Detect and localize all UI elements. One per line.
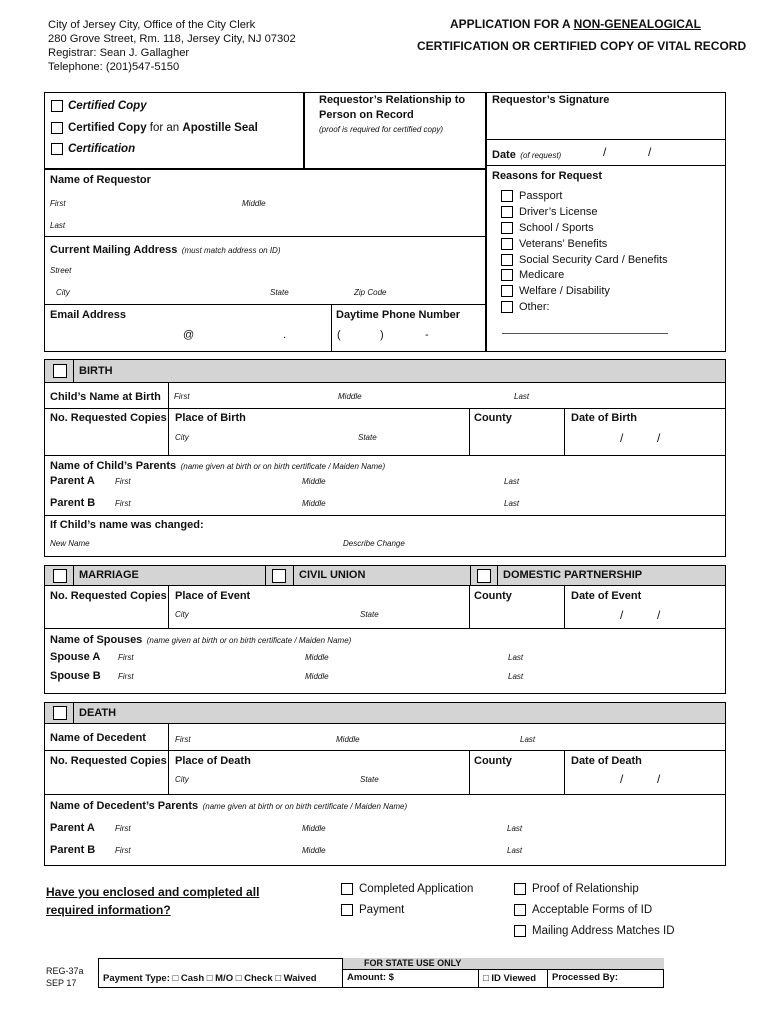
child-name-label: Child’s Name at Birth <box>50 391 161 403</box>
death-city[interactable]: City <box>175 775 189 784</box>
checklist-checkbox[interactable] <box>514 925 526 937</box>
mailing-address-label <box>50 241 281 257</box>
divider <box>564 750 565 794</box>
certified-copy-checkbox[interactable] <box>51 100 63 112</box>
domestic-partnership-title: DOMESTIC PARTNERSHIP <box>503 569 643 581</box>
form-title-line1 <box>450 18 701 30</box>
spouse-a-label: Spouse A <box>50 651 101 663</box>
reasons-title: Reasons for Request <box>492 170 603 182</box>
city-field[interactable]: City <box>56 288 70 297</box>
parent-a-label: Parent A <box>50 475 95 487</box>
divider <box>73 565 74 586</box>
child-middle[interactable]: Middle <box>338 392 362 401</box>
email-dot: . <box>283 329 287 341</box>
child-parents-title: Name of Child’s Parents <box>50 460 177 472</box>
death-parent-b-last[interactable]: Last <box>507 846 523 855</box>
checklist-item-label: Completed Application <box>359 883 474 895</box>
form-title-line2: CERTIFICATION OR CERTIFIED COPY OF VITAL RECORD <box>417 39 747 53</box>
checklist-item-label: Acceptable Forms of ID <box>532 904 653 916</box>
date-of-request <box>492 146 561 162</box>
birth-date-slash: / <box>657 431 661 445</box>
payment-type-text: Payment Type: □ Cash □ M/O □ Check □ Waived <box>103 973 317 984</box>
reason-label: Welfare / Disability <box>519 285 610 297</box>
death-county-label[interactable]: County <box>474 755 512 767</box>
divider <box>44 236 486 237</box>
state-field[interactable]: State <box>270 288 289 297</box>
spouse-b-last[interactable]: Last <box>508 672 524 681</box>
email-label: Email Address <box>50 309 127 321</box>
decedent-last[interactable]: Last <box>520 735 536 744</box>
divider <box>331 304 332 352</box>
divider <box>168 383 169 455</box>
office-address: 280 Grove Street, Rm. 118, Jersey City, NJ 07302 <box>48 33 296 45</box>
checklist-question: Have you enclosed and completed all <box>46 885 260 899</box>
decedent-parents-title: Name of Decedent’s Parents <box>50 800 199 812</box>
date-label: Date <box>492 149 516 161</box>
phone-open-paren[interactable]: ( <box>337 329 341 341</box>
reason-label: Veterans’ Benefits <box>519 238 608 250</box>
reason-label: Social Security Card / Benefits <box>519 254 668 266</box>
new-name-field[interactable]: New Name <box>50 539 90 548</box>
date-slash: / <box>603 145 607 159</box>
phone-dash: - <box>425 329 429 341</box>
decedent-middle[interactable]: Middle <box>336 735 360 744</box>
divider <box>470 565 471 586</box>
spouse-a-first[interactable]: First <box>118 653 134 662</box>
parent-b-label: Parent B <box>50 497 96 509</box>
requestor-middle[interactable]: Middle <box>242 199 266 208</box>
divider <box>73 359 74 383</box>
death-copies-label[interactable]: No. Requested Copies <box>50 755 167 767</box>
requestor-box <box>44 169 486 352</box>
spouse-a-middle[interactable]: Middle <box>305 653 329 662</box>
mailing-address-title: Current Mailing Address <box>50 244 178 256</box>
form-date: SEP 17 <box>46 978 77 988</box>
marriage-copies-label[interactable]: No. Requested Copies <box>50 590 167 602</box>
reason-label: Medicare <box>519 269 565 281</box>
decedent-name-label: Name of Decedent <box>50 732 146 744</box>
signature-field[interactable] <box>487 108 725 138</box>
divider <box>44 455 726 456</box>
requestor-first[interactable]: First <box>50 199 66 208</box>
checklist-checkbox[interactable] <box>514 904 526 916</box>
certified-copy-label: Certified Copy <box>68 100 147 112</box>
telephone: Telephone: (201)547-5150 <box>48 61 180 73</box>
checklist-checkbox[interactable] <box>514 883 526 895</box>
death-parent-b-middle[interactable]: Middle <box>302 846 326 855</box>
event-county-label[interactable]: County <box>474 590 512 602</box>
decedent-parents-label <box>50 797 407 813</box>
birth-county-label[interactable]: County <box>474 412 512 424</box>
parent-b-middle[interactable]: Middle <box>302 499 326 508</box>
divider <box>564 586 565 628</box>
birth-copies-label[interactable]: No. Requested Copies <box>50 412 167 424</box>
divider <box>469 750 470 794</box>
apostille-checkbox[interactable] <box>51 122 63 134</box>
death-section <box>44 702 726 866</box>
event-date-label: Date of Event <box>571 590 642 602</box>
death-parent-a-last[interactable]: Last <box>507 824 523 833</box>
death-title: DEATH <box>79 707 117 719</box>
divider <box>168 724 169 794</box>
apostille-mid: for an <box>146 122 183 134</box>
checklist-item-label: Proof of Relationship <box>532 883 639 895</box>
divider <box>44 750 726 751</box>
requestor-name-label: Name of Requestor <box>50 174 151 186</box>
payment-type[interactable] <box>103 974 317 984</box>
divider <box>73 702 74 724</box>
apostille-prefix: Certified Copy <box>68 122 147 134</box>
spouses-note: (name given at birth or on birth certificate / Maiden Name) <box>146 636 352 645</box>
child-parents-note: (name given at birth or on birth certificate / Maiden Name) <box>180 462 386 471</box>
death-date-slash: / <box>620 772 624 786</box>
birth-header-bar <box>44 359 726 383</box>
form-title-prefix: APPLICATION FOR A <box>450 17 574 31</box>
death-parent-a-first[interactable]: First <box>115 824 131 833</box>
checklist-question-2: required information? <box>46 903 171 917</box>
event-city[interactable]: City <box>175 610 189 619</box>
parent-a-first[interactable]: First <box>115 477 131 486</box>
death-parent-a-label: Parent A <box>50 822 95 834</box>
divider <box>469 586 470 628</box>
street-field[interactable]: Street <box>50 266 72 275</box>
date-note: (of request) <box>520 151 562 160</box>
processed-by-label[interactable]: Processed By: <box>552 972 619 983</box>
describe-change-field[interactable]: Describe Change <box>343 539 405 548</box>
registrar: Registrar: Sean J. Gallagher <box>48 47 190 59</box>
spouse-b-first[interactable]: First <box>118 672 134 681</box>
parent-b-last[interactable]: Last <box>504 499 520 508</box>
state-use-label: FOR STATE USE ONLY <box>364 958 462 968</box>
birth-city[interactable]: City <box>175 433 189 442</box>
checklist-item-label: Mailing Address Matches ID <box>532 925 675 937</box>
certification-label: Certification <box>68 143 136 155</box>
event-place-label: Place of Event <box>175 590 251 602</box>
death-date-slash: / <box>657 772 661 786</box>
death-parent-b-first[interactable]: First <box>115 846 131 855</box>
relationship-title-2: Person on Record <box>319 109 414 121</box>
event-date-slash: / <box>620 608 624 622</box>
spouses-label <box>50 631 351 647</box>
reason-checkbox[interactable] <box>501 254 513 266</box>
certification-checkbox[interactable] <box>51 143 63 155</box>
phone-close-paren: ) <box>380 329 384 341</box>
phone-label: Daytime Phone Number <box>336 309 461 321</box>
relationship-title: Requestor’s Relationship to <box>319 94 466 106</box>
checklist-item-label: Payment <box>359 904 405 916</box>
birth-title: BIRTH <box>79 365 113 377</box>
reason-label: School / Sports <box>519 222 594 234</box>
divider <box>44 628 726 629</box>
death-place-label: Place of Death <box>175 755 251 767</box>
divider <box>478 970 479 988</box>
civil-union-checkbox[interactable] <box>272 569 286 583</box>
divider <box>44 515 726 516</box>
death-parent-a-middle[interactable]: Middle <box>302 824 326 833</box>
signature-label: Requestor’s Signature <box>492 94 610 106</box>
form-title-underlined: NON-GENEALOGICAL <box>573 17 701 31</box>
decedent-first[interactable]: First <box>175 735 191 744</box>
divider <box>44 794 726 795</box>
checklist-checkbox[interactable] <box>341 883 353 895</box>
divider <box>564 408 565 455</box>
death-parent-b-label: Parent B <box>50 844 96 856</box>
name-changed-label: If Child’s name was changed: <box>50 519 204 531</box>
spouse-b-label: Spouse B <box>50 670 101 682</box>
death-state[interactable]: State <box>360 775 379 784</box>
other-reason-line[interactable] <box>502 333 668 334</box>
divider <box>168 586 169 628</box>
requestor-last[interactable]: Last <box>50 221 66 230</box>
form-code: REG-37a <box>46 966 84 976</box>
checklist-checkbox[interactable] <box>341 904 353 916</box>
divider <box>497 565 498 586</box>
child-last[interactable]: Last <box>514 392 530 401</box>
reason-label: Passport <box>519 190 563 202</box>
divider <box>469 408 470 455</box>
divider <box>44 304 486 305</box>
birth-state[interactable]: State <box>358 433 377 442</box>
birth-place-label: Place of Birth <box>175 412 246 424</box>
zip-field[interactable]: Zip Code <box>354 288 387 297</box>
divider <box>547 970 548 988</box>
birth-date-label: Date of Birth <box>571 412 637 424</box>
parent-a-last[interactable]: Last <box>504 477 520 486</box>
spouse-a-last[interactable]: Last <box>508 653 524 662</box>
death-checkbox[interactable] <box>53 706 67 720</box>
apostille-bold: Apostille Seal <box>182 122 258 134</box>
reason-label: Other: <box>519 301 550 313</box>
reason-checkbox[interactable] <box>501 238 513 250</box>
email-at[interactable]: @ <box>183 329 195 341</box>
reason-checkbox[interactable] <box>501 269 513 281</box>
mailing-address-note: (must match address on ID) <box>181 246 281 255</box>
apostille-label <box>68 123 258 135</box>
child-first[interactable]: First <box>174 392 190 401</box>
parent-b-first[interactable]: First <box>115 499 131 508</box>
death-header-bar <box>44 702 726 724</box>
birth-date-slash: / <box>620 431 624 445</box>
spouses-title: Name of Spouses <box>50 634 143 646</box>
reason-label: Driver’s License <box>519 206 598 218</box>
spouse-b-middle[interactable]: Middle <box>305 672 329 681</box>
marriage-title: MARRIAGE <box>79 569 139 581</box>
divider <box>44 408 726 409</box>
divider <box>342 958 343 988</box>
parent-a-middle[interactable]: Middle <box>302 477 326 486</box>
civil-union-title: CIVIL UNION <box>299 569 366 581</box>
id-viewed-checkbox[interactable]: □ ID Viewed <box>483 973 537 984</box>
reason-checkbox[interactable] <box>501 301 513 313</box>
divider <box>265 565 266 586</box>
office-name: City of Jersey City, Office of the City Clerk <box>48 19 256 31</box>
child-parents-label <box>50 457 385 473</box>
divider <box>486 165 726 166</box>
decedent-parents-note: (name given at birth or on birth certificate / Maiden Name) <box>202 802 408 811</box>
death-date-label: Date of Death <box>571 755 642 767</box>
date-slash: / <box>648 145 652 159</box>
event-date-slash: / <box>657 608 661 622</box>
domestic-partnership-checkbox[interactable] <box>477 569 491 583</box>
divider <box>486 139 726 140</box>
relationship-note: (proof is required for certified copy) <box>319 125 444 134</box>
marriage-checkbox[interactable] <box>53 569 67 583</box>
reason-checkbox[interactable] <box>501 206 513 218</box>
reason-checkbox[interactable] <box>501 190 513 202</box>
reason-checkbox[interactable] <box>501 285 513 297</box>
reason-checkbox[interactable] <box>501 222 513 234</box>
event-state[interactable]: State <box>360 610 379 619</box>
amount-label[interactable]: Amount: $ <box>347 972 394 983</box>
divider <box>293 565 294 586</box>
birth-checkbox[interactable] <box>53 364 67 378</box>
